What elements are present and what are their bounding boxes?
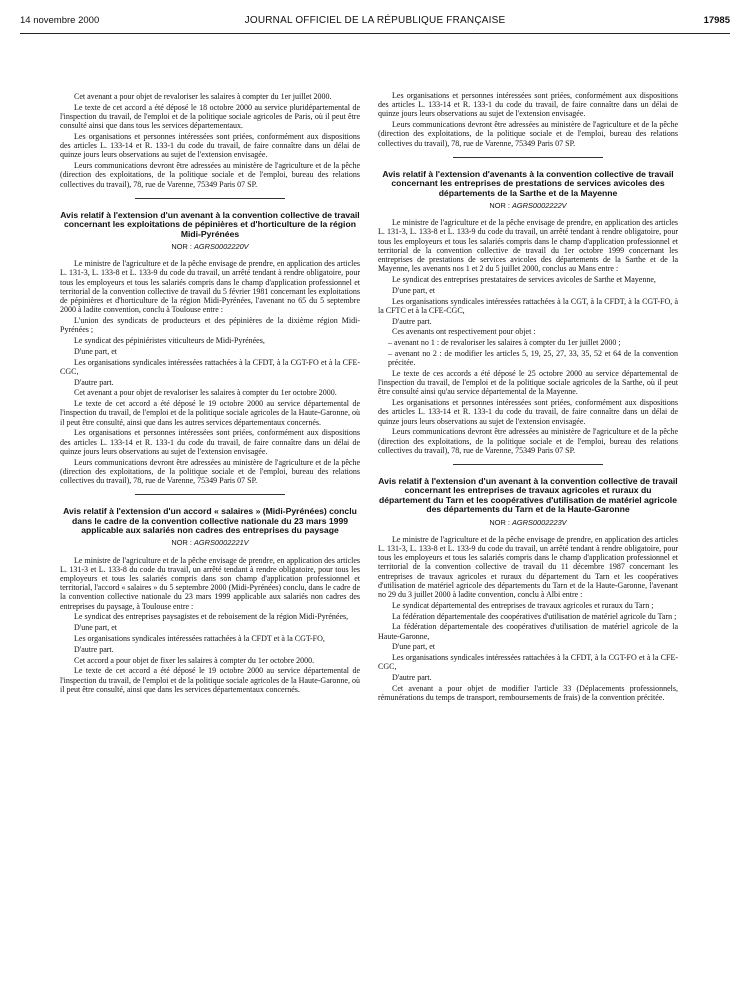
left-column (60, 92, 360, 696)
paragraph: Cet avenant a pour objet de revaloriser les salaires à compter du 1er juillet 2000. (74, 92, 332, 101)
paragraph: Le ministre de l'agriculture et de la pêche envisage de prendre, en application des articles L. 131-3, L. 133-8 et L. 133-9 du code du travail, un arrêté tendant à rendre obligatoire, pour tous les employeurs et tous les salariés compris dans le champ d'application professionnel et territorial de la convention collective de travail du 5 février 1981 concernant les exploitations de pépinières et d'horticulture de la région Midi-Pyrénées, l'avenant no 65 du 5 septembre 2000 à ladite convention, conclu à Toulouse entre : (60, 259, 360, 315)
paragraph: Les organisations et personnes intéressées sont priées, conformément aux dispositions des articles L. 133-14 et R. 133-1 du code du travail, de faire connaître dans un délai de quinze jours leurs observations au sujet de l'extension envisagée. (378, 398, 678, 426)
nor-label: NOR : (489, 201, 510, 211)
paragraph: D'autre part. (392, 673, 432, 683)
issue-date: 14 novembre 2000 (20, 15, 100, 26)
nor-code: AGRS0002223V (511, 517, 567, 527)
paragraph: D'une part, et (74, 346, 117, 356)
nor-reference (378, 518, 678, 527)
nor-code: AGRS0002221V (193, 538, 249, 548)
paragraph: Le syndicat des pépiniéristes viticulteurs de Midi-Pyrénées, (74, 336, 265, 346)
nor-label: NOR : (489, 517, 510, 527)
paragraph: Le texte de cet accord a été déposé le 19 octobre 2000 au service départemental de l'inspection du travail, de l'emploi et de la politique sociale agricoles de la Haute-Garonne, où il peut être consulté, ainsi que dans les services départementaux concernés. (60, 666, 360, 694)
paragraph: Le ministre de l'agriculture et de la pêche envisage de prendre, en application des articles L. 131-3, L. 133-8 et L. 133-9 du code du travail, un arrêté tendant à rendre obligatoire, pour tous les employeurs et tous les salariés compris dans le champ d'application professionnel et territorial de la convention collective de travail du 11 décembre 1987 concernant les entreprises de travaux agricoles et ruraux du département du Tarn et les coopératives d'utilisation de matériel agricole des départements du Tarn et de la Haute-Garonne, l'avenant no 29 du 3 juillet 2000 à ladite convention, conclu à Albi entre : (378, 534, 678, 600)
paragraph: D'une part, et (392, 642, 435, 652)
paragraph: Les organisations syndicales intéressées rattachées à la CFDT, à la CGT-FO et à la CFE-CGC, (60, 357, 360, 376)
paragraph: Leurs communications devront être adressées au ministère de l'agriculture et de la pêche (direction des exploitations, de la politique sociale et de l'emploi, bureau des relations collectives du travail), 78, rue de Varenne, 75349 Paris 07 SP. (378, 120, 678, 148)
paragraph: Les organisations et personnes intéressées sont priées, conformément aux dispositions des articles L. 133-14 et R. 133-1 du code du travail, de faire connaître dans un délai de quinze jours leurs observations au sujet de l'extension envisagée. (60, 428, 360, 456)
paragraph: D'autre part. (74, 377, 114, 387)
paragraph: D'une part, et (74, 623, 117, 633)
paragraph: Le texte de cet accord a été déposé le 19 octobre 2000 au service départemental de l'inspection du travail, de l'emploi et de la politique sociale agricoles de la Haute-Garonne, où il peut être consulté, ainsi que dans les autres services départementaux concernés. (60, 399, 360, 427)
nor-label: NOR : (171, 538, 192, 548)
paragraph: Cet avenant a pour objet de revaloriser les salaires à compter du 1er octobre 2000. (74, 388, 337, 398)
paragraph: Le texte de cet accord a été déposé le 18 octobre 2000 au service pluridépartemental de l'inspection du travail, de l'emploi et de la politique sociale agricoles de Paris, où il peut être consulté ainsi que dans tous les services départementaux. (60, 102, 360, 131)
paragraph: Leurs communications devront être adressées au ministère de l'agriculture et de la pêche (direction des exploitations, de la politique sociale et de l'emploi, bureau des relations collectives du travail), 78, rue de Varenne, 75349 Paris 07 SP. (60, 457, 360, 486)
nor-code: AGRS0002222V (511, 201, 567, 211)
notice-title: Avis relatif à l'extension d'un avenant à la convention collective de travail concernant les exploitations de pépinières et d'horticulture de la région Midi-Pyrénées (60, 209, 360, 239)
section-separator (135, 198, 285, 199)
paragraph: D'une part, et (392, 285, 435, 295)
notice-title: Avis relatif à l'extension d'un avenant à la convention collective de travail concernant les entreprises de travaux agricoles et ruraux du département du Tarn et les coopératives d'utilisation de matériel agricole des départements du Tarn et de la Haute-Garonne (378, 476, 678, 515)
nor-reference (60, 538, 360, 547)
paragraph: La fédération départementale des coopératives d'utilisation de matériel agricole du Tarn ; (392, 611, 677, 621)
nor-code: AGRS0002220V (193, 242, 249, 252)
notice-title: Avis relatif à l'extension d'avenants à la convention collective de travail concernant les entreprises de prestations de services avicoles des départements de la Sarthe et de la Mayenne (382, 168, 674, 198)
notice-title: Avis relatif à l'extension d'un accord « salaires » (Midi-Pyrénées) conclu dans le cadre de la convention collective nationale du 23 mars 1999 applicable aux salariés non cadres des entreprises du paysage (63, 506, 357, 536)
list-item: – avenant no 2 : de modifier les articles 5, 19, 25, 27, 33, 35, 52 et 64 de la convention précitée. (388, 349, 678, 368)
nor-label: NOR : (171, 242, 192, 252)
list-item: – avenant no 1 : de revaloriser les salaires à compter du 1er juillet 2000 ; (388, 338, 621, 348)
paragraph: Le texte de ces accords a été déposé le 25 octobre 2000 au service départemental de l'inspection du travail, de l'emploi et de la politique sociale agricoles de la Sarthe, où il peut être consulté ainsi qu'au service départemental de la Mayenne. (378, 369, 678, 397)
page-number: 17985 (703, 15, 730, 26)
paragraph: Le syndicat des entreprises prestataires de services avicoles de Sarthe et Mayenne, (392, 275, 656, 285)
paragraph: Les organisations syndicales intéressées rattachées à la CGT, à la CFDT, à la CGT-FO, à la CFTC et à la CFE-CGC, (378, 296, 678, 315)
paragraph: Leurs communications devront être adressées au ministère de l'agriculture et de la pêche (direction des exploitations, de la politique sociale et de l'emploi, bureau des relations collectives du travail), 78, rue de Varenne, 75349 Paris 07 SP. (378, 427, 678, 455)
nor-reference (378, 201, 678, 210)
section-separator (135, 494, 285, 495)
paragraph: Le ministre de l'agriculture et de la pêche envisage de prendre, en application des articles L. 131-3, L. 133-8 et L. 133-9 du code du travail, un arrêté tendant à rendre obligatoire, pour tous les employeurs et tous les salariés compris dans le champ d'application professionnel et territorial de la convention collective de travail du 1er octobre 1999 concernant les entreprises de prestations de services avicoles des départements de la Sarthe et de la Mayenne, les avenants nos 1 et 2 du 5 juillet 2000, conclus au Mans entre : (378, 218, 678, 274)
paragraph: D'autre part. (74, 644, 114, 654)
journal-title: JOURNAL OFFICIEL DE LA RÉPUBLIQUE FRANÇAISE (244, 15, 506, 26)
section-separator (453, 157, 603, 158)
paragraph: Ces avenants ont respectivement pour objet : (392, 327, 536, 337)
paragraph: L'union des syndicats de producteurs et des pépinières de la dixième région Midi-Pyrénées ; (60, 316, 360, 335)
page-header (20, 15, 730, 31)
paragraph: Le syndicat départemental des entreprises de travaux agricoles et ruraux du Tarn ; (392, 600, 654, 610)
nor-reference (60, 242, 360, 251)
paragraph: Cet avenant a pour objet de modifier l'article 33 (Déplacements professionnels, rémunérations du temps de transport, remboursements de frais) de la convention précitée. (378, 684, 678, 703)
paragraph: Les organisations syndicales intéressées rattachées à la CFDT et à la CGT-FO, (74, 634, 325, 644)
paragraph: Cet accord a pour objet de fixer les salaires à compter du 1er octobre 2000. (74, 655, 315, 665)
section-separator (453, 464, 603, 465)
paragraph: Leurs communications devront être adressées au ministère de l'agriculture et de la pêche (direction des exploitations, de la politique sociale et de l'emploi, bureau des relations collectives du travail), 78, rue de Varenne, 75349 Paris 07 SP. (60, 161, 360, 189)
paragraph: La fédération départementale des coopératives d'utilisation de matériel agricole de la Haute-Garonne, (378, 622, 678, 641)
header-rule (20, 33, 730, 34)
paragraph: Les organisations et personnes intéressées sont priées, conformément aux dispositions des articles L. 133-14 et R. 133-1 du code du travail, de faire connaître dans un délai de quinze jours leurs observations au sujet de l'extension envisagée. (60, 132, 360, 160)
paragraph: Les organisations syndicales intéressées rattachées à la CFDT, à la CGT-FO et à la CFE-CGC, (378, 653, 678, 672)
paragraph: D'autre part. (392, 316, 432, 326)
paragraph: Les organisations et personnes intéressées sont priées, conformément aux dispositions des articles L. 133-14 et R. 133-1 du code du travail, de faire connaître dans un délai de quinze jours leurs observations au sujet de l'extension envisagée. (378, 91, 678, 119)
paragraph: Le syndicat des entreprises paysagistes et de reboisement de la région Midi-Pyrénées, (74, 612, 349, 622)
paragraph: Le ministre de l'agriculture et de la pêche envisage de prendre, en application des articles L. 131-3 et L. 133-8 du code du travail, un arrêté tendant à rendre obligatoire, pour tous les employeurs et tous les salariés compris dans son champ d'application professionnel et territorial, l'accord « salaires » du 5 septembre 2000 (Midi-Pyrénées) conclu, dans le cadre de la convention collective nationale du 23 mars 1999 applicable aux salariés non cadres des entreprises du paysage, à Toulouse entre : (60, 555, 360, 611)
right-column (378, 91, 678, 704)
